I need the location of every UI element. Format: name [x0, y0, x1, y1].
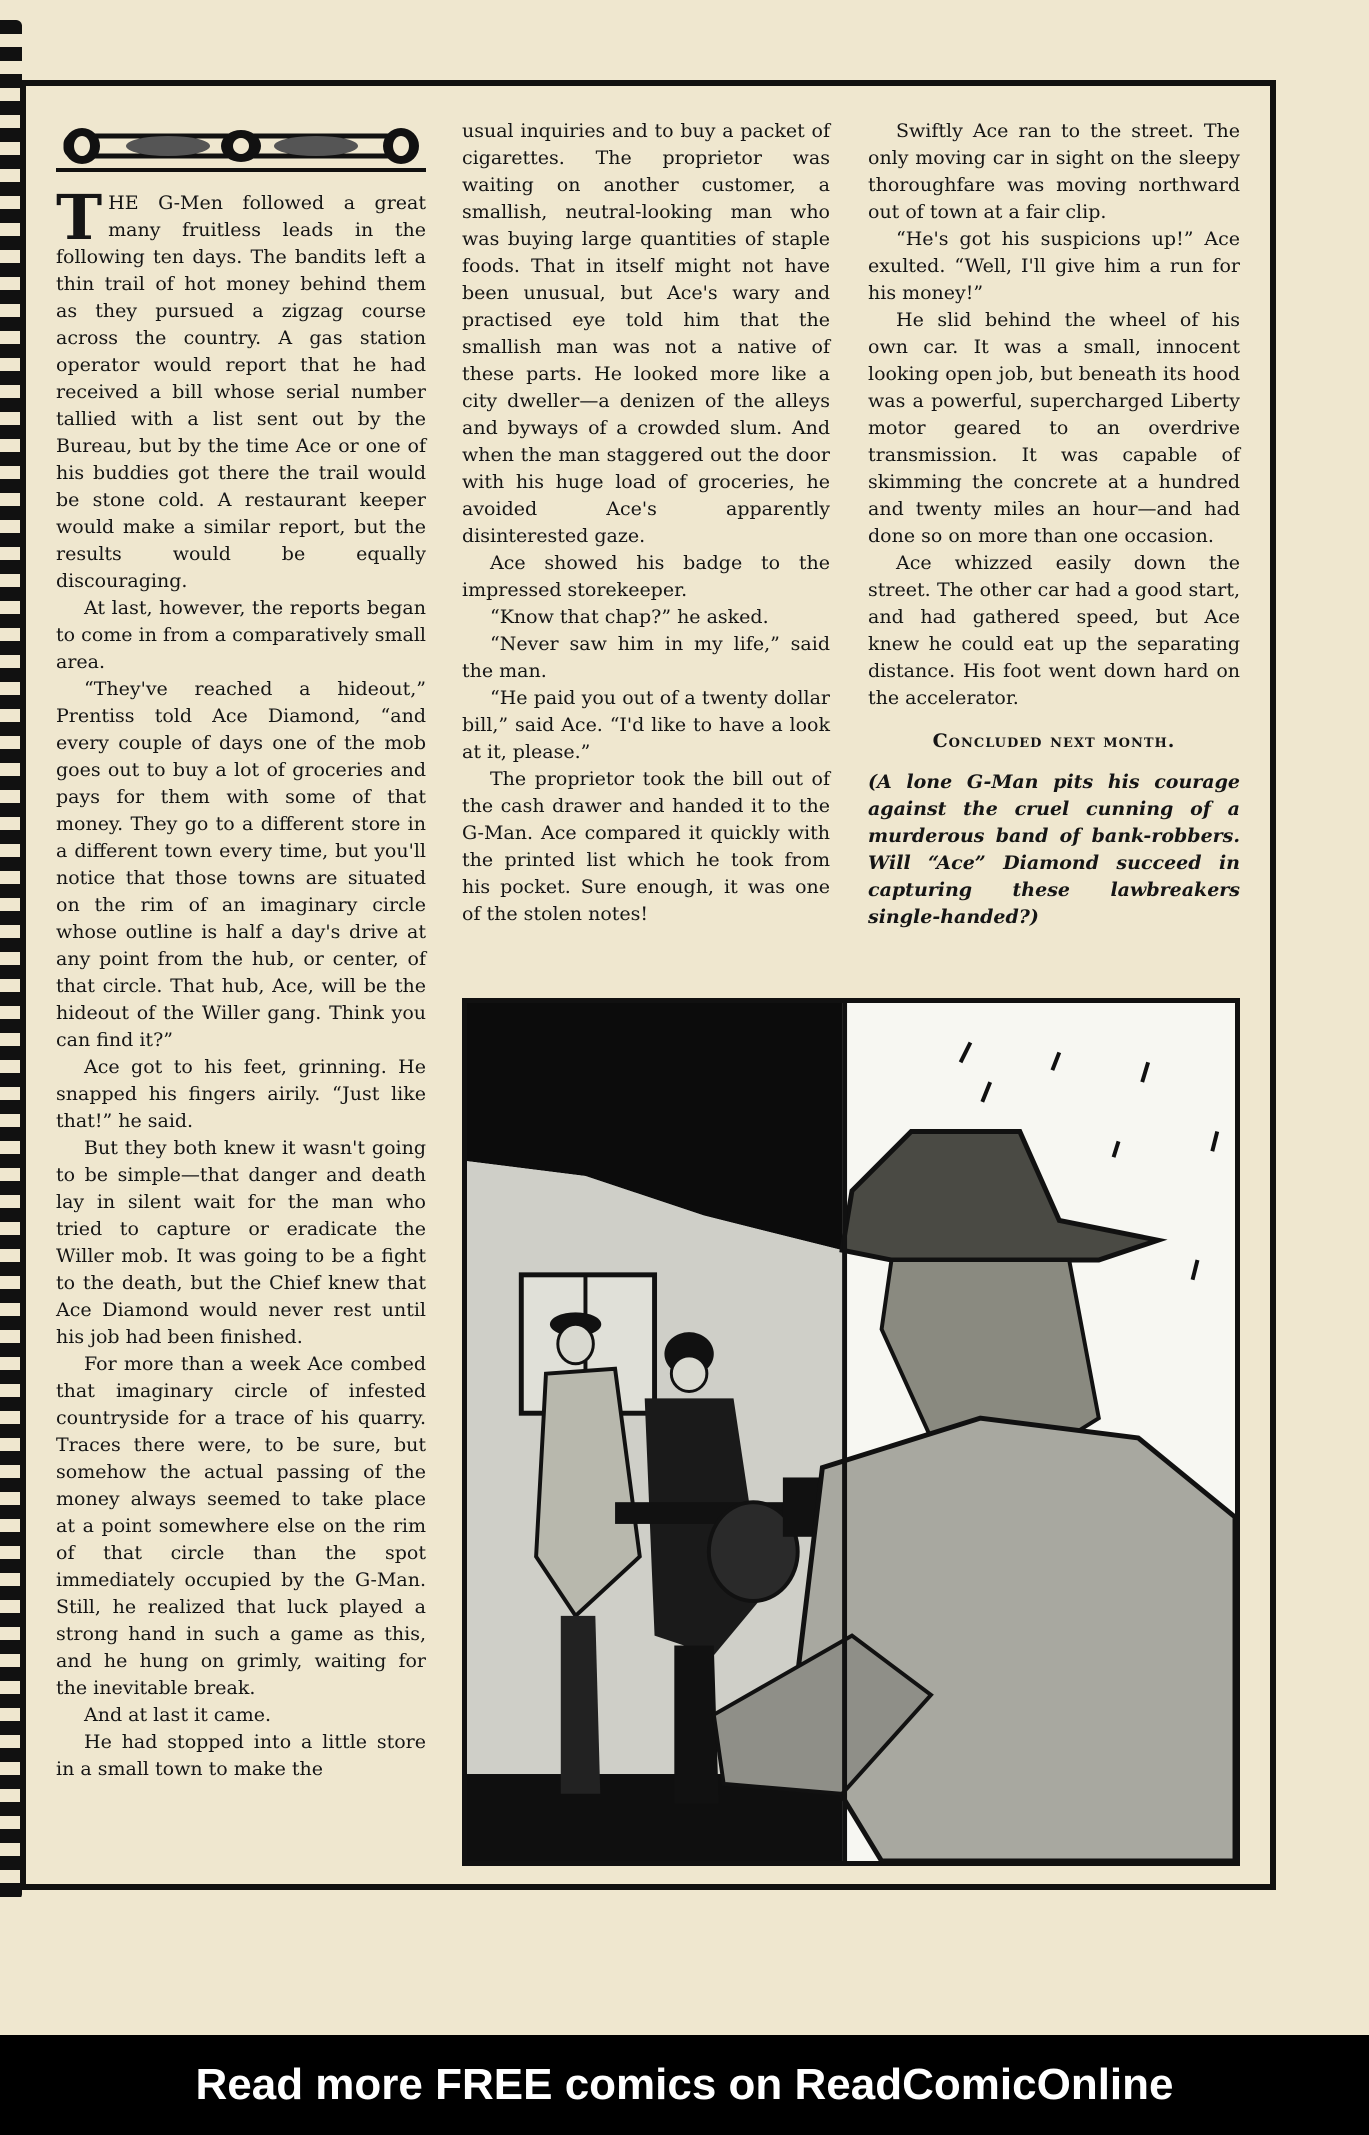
paragraph: At last, however, the reports began to come in from a comparatively small area.: [56, 597, 426, 673]
paragraph: For more than a week Ace combed that imaginary circle of infested countryside for a trace of his quarry. Traces there were, to be sure, but somehow the actual passing of the money always seemed to take place at a point somewhere else on the rim of that circle than the spot immediately occupied by the G-Man. Still, he realized that luck played a strong hand in such a game as this, and he hung on grimly, waiting for the inevitable break.: [56, 1353, 426, 1699]
paragraph: usual inquiries and to buy a packet of cigarettes. The proprietor was waiting on another customer, a smallish, neutral-looking man who was buying large quantities of staple foods. That in itself might not have been unusual, but Ace's wary and practised eye told him that the smallish man was not a native of these parts. He looked more like a city dweller—a denizen of the alleys and byways of a crowded slum. And when the man staggered out the door with his huge load of groceries, he avoided Ace's apparently disinterested gaze.: [462, 120, 830, 547]
paragraph: Swiftly Ace ran to the street. The only moving car in sight on the sleepy thoroughfare was moving northward out of town at a fair clip.: [868, 120, 1240, 223]
text-column-2: [462, 118, 830, 928]
paragraph: [56, 181, 426, 595]
paragraph: “He's got his suspicions up!” Ace exulted. “Well, I'll give him a run for his money!”: [868, 228, 1240, 304]
story-blurb: (A lone G-Man pits his courage against the cruel cunning of a murderous band of bank-robbers. Will “Ace” Diamond succeed in capturing these lawbreakers single-handed?): [868, 771, 1240, 928]
paragraph-text: HE G-Men followed a great many fruitless leads in the following ten days. The bandits left a thin trail of hot money behind them as they pursued a zigzag course across the country. A gas station operator would report that he had received a bill whose serial number tallied with a list sent out by the Bureau, but by the time Ace or one of his buddies got there the trail would be stone cold. A restaurant keeper would make a similar report, but the results would be equally discouraging.: [56, 192, 426, 592]
paragraph: He had stopped into a little store in a small town to make the: [56, 1731, 426, 1780]
paragraph: Ace got to his feet, grinning. He snapped his fingers airily. “Just like that!” he said.: [56, 1056, 426, 1132]
concluded-next-month: Concluded next month.: [932, 730, 1176, 752]
paragraph: And at last it came.: [84, 1704, 272, 1726]
illustration-panel: [462, 998, 1240, 1866]
drop-cap: T: [56, 181, 103, 254]
text-column-3: [868, 118, 1240, 931]
story-header-ornament: [56, 118, 426, 174]
paragraph: Ace showed his badge to the impressed storekeeper.: [462, 552, 830, 601]
spiral-binding: [0, 20, 22, 1900]
paragraph: But they both knew it wasn't going to be simple—that danger and death lay in silent wait for the man who tried to capture or eradicate the Willer mob. It was going to be a fight to the death, but the Chief knew that Ace Diamond would never rest until his job had been finished.: [56, 1137, 426, 1348]
paragraph: He slid behind the wheel of his own car. It was a small, innocent looking open job, but beneath its hood was a powerful, supercharged Liberty motor geared to an overdrive transmission. It was capable of skimming the concrete at a hundred and twenty miles an hour—and had done so on more than one occasion.: [868, 309, 1240, 547]
paragraph: The proprietor took the bill out of the cash drawer and handed it to the G-Man. Ace compared it quickly with the printed list which he took from his pocket. Sure enough, it was one of the stolen notes!: [462, 768, 830, 925]
paragraph: Ace whizzed easily down the street. The other car had a good start, and had gathered speed, but Ace knew he could eat up the separating distance. His foot went down hard on the accelerator.: [868, 552, 1240, 709]
paragraph: “They've reached a hideout,” Prentiss told Ace Diamond, “and every couple of days one of the mob goes out to buy a lot of groceries and pays for them with some of that money. They go to a different store in a different town every time, but you'll notice that those towns are situated on the rim of an imaginary circle whose outline is half a day's drive at any point from the hub, or center, of that circle. That hub, Ace, will be the hideout of the Willer gang. Think you can find it?”: [56, 678, 426, 1051]
text-column-1: [56, 181, 426, 1783]
paragraph: “Never saw him in my life,” said the man.: [462, 633, 830, 682]
paragraph: “Know that chap?” he asked.: [490, 606, 769, 628]
paragraph: “He paid you out of a twenty dollar bill,” said Ace. “I'd like to have a look at it, please.”: [462, 687, 830, 763]
promo-footer[interactable]: Read more FREE comics on ReadComicOnline: [0, 2035, 1369, 2135]
